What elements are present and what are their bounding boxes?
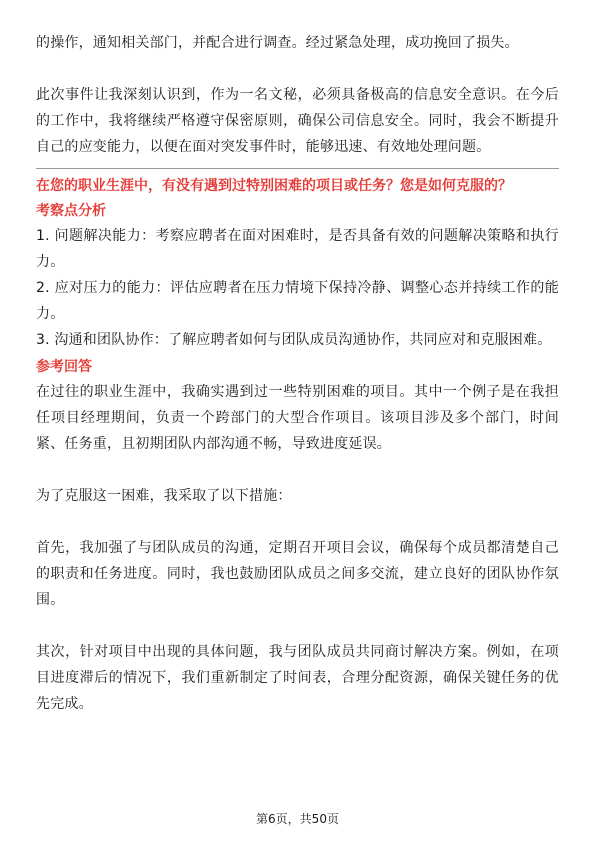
spacer — [36, 613, 559, 639]
document-page — [36, 30, 559, 717]
answer-paragraph: 其次，针对项目中出现的具体问题，我与团队成员共同商讨解决方案。例如，在项目进度滞后的情况下，我们重新制定了时间表，合理分配资源，确保关键任务的优先完成。 — [36, 644, 559, 712]
page-number: 第6页，共50页 — [256, 812, 339, 826]
answer-paragraph: 在过往的职业生涯中，我确实遇到过一些特别困难的项目。其中一个例子是在我担任项目经理期间，负责一个跨部门的大型合作项目。该项目涉及多个部门，时间紧、任务重，且初期团队内部沟通不畅，导致进度延误。 — [36, 384, 559, 452]
spacer — [36, 509, 559, 535]
analysis-point: 1. 问题解决能力：考察应聘者在面对困难时，是否具备有效的问题解决策略和执行力。 — [36, 228, 559, 270]
answer-paragraph: 首先，我加强了与团队成员的沟通，定期召开项目会议，确保每个成员都清楚自己的职责和任务进度。同时，我也鼓励团队成员之间多交流，建立良好的团队协作氛围。 — [36, 540, 559, 608]
answer-paragraph: 为了克服这一困难，我采取了以下措施： — [36, 488, 292, 504]
interview-question: 在您的职业生涯中，有没有遇到过特别困难的项目或任务？您是如何克服的？ — [36, 178, 512, 194]
spacer — [36, 457, 559, 483]
spacer — [36, 56, 559, 82]
intro-continuation: 的操作，通知相关部门，并配合进行调查。经过紧急处理，成功挽回了损失。 — [36, 35, 519, 51]
answer-title: 参考回答 — [36, 359, 92, 375]
analysis-title: 考察点分析 — [36, 203, 106, 219]
analysis-point: 3. 沟通和团队协作：了解应聘者如何与团队成员沟通协作，共同应对和克服困难。 — [36, 332, 552, 348]
intro-paragraph: 此次事件让我深刻认识到，作为一名文秘，必须具备极高的信息安全意识。在今后的工作中，我将继续严格遵守保密原则，确保公司信息安全。同时，我会不断提升自己的应变能力，以便在面对突发事件时，能够迅速、有效地处理问题。 — [36, 87, 559, 155]
section-divider — [36, 168, 559, 169]
analysis-point: 2. 应对压力的能力：评估应聘者在压力情境下保持冷静、调整心态并持续工作的能力。 — [36, 280, 559, 322]
